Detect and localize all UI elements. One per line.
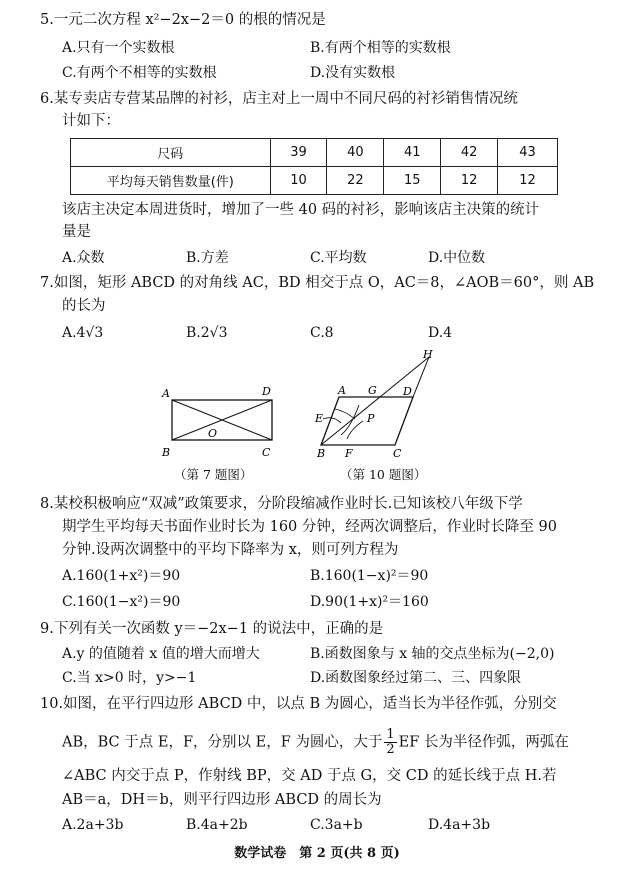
q6-after-line2: 量是: [62, 224, 91, 240]
q5-option-c: C.有两个不相等的实数根: [62, 65, 217, 81]
fraction-denominator: 2: [386, 742, 395, 757]
label-b: B: [162, 446, 171, 459]
q6-option-a: A.众数: [62, 250, 105, 266]
table-header-size: 尺码: [71, 139, 271, 167]
q7-option-d: D.4: [428, 325, 453, 341]
table-cell: 22: [327, 167, 384, 195]
q8-stem-line1: 8.某校积极响应“双减”政策要求，分阶段缩减作业时长.已知该校八年级下学: [40, 496, 523, 512]
q9-option-d: D.函数图象经过第二、三、四象限: [310, 670, 522, 686]
figure-7-rectangle: [150, 380, 290, 465]
label-f: F: [345, 447, 353, 460]
q6-stem-line1: 6.某专卖店专营某品牌的衬衫，店主对上一周中不同尺码的衬衫销售情况统: [40, 91, 518, 107]
q7-stem-line1: 7.如图，矩形 ABCD 的对角线 AC，BD 相交于点 O，AC＝8，∠AOB＝60°，则 AB: [40, 275, 595, 291]
table-cell: 40: [327, 139, 384, 167]
table-header-count: 平均每天销售数量(件): [71, 167, 271, 195]
table-cell: 12: [498, 167, 558, 195]
fraction-numerator: 1: [386, 727, 395, 742]
q7-option-b: B.2√3: [186, 325, 228, 341]
q5-stem: 5.一元二次方程 x²−2x−2＝0 的根的情况是: [40, 12, 326, 28]
q10-stem-line2: [62, 728, 569, 757]
label-c: C: [262, 446, 271, 459]
table-row: [71, 139, 558, 167]
table-cell: 41: [384, 139, 441, 167]
q5-option-b: B.有两个相等的实数根: [310, 40, 451, 56]
q9-option-c: C.当 x>0 时，y>−1: [62, 670, 197, 686]
label-c: C: [393, 447, 402, 460]
table-cell: 15: [384, 167, 441, 195]
q10-stem-line2-part-a: AB，BC 于点 E，F，分别以 E，F 为圆心，大于: [62, 734, 383, 751]
label-p: P: [367, 412, 375, 425]
q8-option-a: A.160(1+x²)＝90: [62, 568, 181, 584]
label-e: E: [315, 412, 324, 425]
q10-option-c: C.3a+b: [310, 817, 363, 833]
q8-option-d: D.90(1+x)²＝160: [310, 594, 429, 610]
q7-option-a: A.4√3: [62, 325, 104, 341]
q6-option-b: B.方差: [186, 250, 229, 266]
q8-option-b: B.160(1−x)²＝90: [310, 568, 429, 584]
q6-stem-line2: 计如下：: [62, 113, 120, 129]
label-o: O: [208, 427, 218, 440]
q6-after-line1: 该店主决定本周进货时，增加了一些 40 码的衬衫，影响该店主决策的统计: [62, 202, 540, 218]
table-cell: 42: [441, 139, 498, 167]
label-a: A: [338, 384, 346, 397]
q8-option-c: C.160(1−x²)＝90: [62, 594, 181, 610]
table-cell: 39: [270, 139, 327, 167]
q7-stem-line2: 的长为: [62, 298, 106, 314]
table-cell: 12: [441, 167, 498, 195]
q9-stem: 9.下列有关一次函数 y＝−2x−1 的说法中，正确的是: [40, 621, 384, 637]
q10-option-d: D.4a+3b: [428, 817, 491, 833]
table-cell: 10: [270, 167, 327, 195]
figure-10-caption: （第 10 题图）: [340, 467, 427, 482]
label-a: A: [162, 387, 170, 400]
q6-option-c: C.平均数: [310, 250, 367, 266]
q10-stem-line2-part-b: EF 长为半径作弧，两弧在: [398, 734, 569, 751]
q10-stem-line4: AB＝a，DH＝b，则平行四边形 ABCD 的周长为: [62, 792, 382, 808]
label-h: H: [423, 348, 433, 361]
table-cell: 43: [498, 139, 558, 167]
label-d: D: [262, 385, 271, 398]
q10-option-b: B.4a+2b: [186, 817, 248, 833]
q5-option-a: A.只有一个实数根: [62, 40, 175, 56]
q10-stem-line3: ∠ABC 内交于点 P，作射线 BP，交 AD 于点 G，交 CD 的延长线于点 H.若: [62, 768, 557, 784]
q8-stem-line2: 期学生平均每天书面作业时长为 160 分钟，经两次调整后，作业时长降至 90: [62, 519, 557, 535]
q8-stem-line3: 分钟.设两次调整中的平均下降率为 x，则可列方程为: [62, 542, 399, 558]
q9-option-a: A.y 的值随着 x 值的增大而增大: [62, 646, 260, 662]
q6-option-d: D.中位数: [428, 250, 486, 266]
q5-option-d: D.没有实数根: [310, 65, 396, 81]
label-b: B: [317, 447, 326, 460]
q9-option-b: B.函数图象与 x 轴的交点坐标为(−2,0): [310, 646, 555, 662]
q7-option-c: C.8: [310, 325, 334, 341]
figure-7-caption: （第 7 题图）: [174, 467, 253, 482]
table-row: [71, 167, 558, 195]
figure-10-parallelogram: [305, 345, 445, 463]
label-g: G: [368, 384, 377, 397]
fraction-one-half: [384, 728, 396, 757]
size-sales-table: [70, 138, 558, 195]
q10-option-a: A.2a+3b: [62, 817, 124, 833]
page-footer: 数学试卷 第 2 页(共 8 页): [234, 846, 400, 861]
label-d: D: [403, 385, 412, 398]
q10-stem-line1: 10.如图，在平行四边形 ABCD 中，以点 B 为圆心，适当长为半径作弧，分别交: [40, 696, 557, 712]
